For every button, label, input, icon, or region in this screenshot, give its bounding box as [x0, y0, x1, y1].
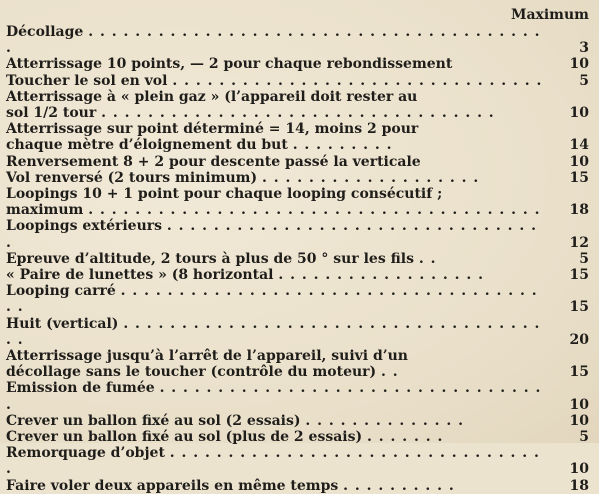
table-row [6, 348, 589, 380]
table-row [6, 186, 589, 218]
leader-dots: . . . . . . . . . . . . . . . . . . . . . . . . . . . . . . . . . . . . . . [6, 315, 547, 348]
table-row [6, 121, 589, 153]
row-label [6, 186, 553, 218]
table-row [6, 89, 589, 121]
row-label-text: Epreuve d’altitude, 2 tours à plus de 50 ° sur les fils [6, 250, 414, 267]
row-label-text: Remorquage d’objet [6, 445, 165, 462]
row-label [6, 380, 553, 412]
leader-dots: . . . . . . . . . . . . . . . . . . . [261, 169, 480, 186]
row-label-text: Crever un ballon fixé au sol (plus de 2 essais) [6, 429, 363, 446]
table-row [6, 445, 589, 477]
leader-dots: . . . . . . . . . . . . . . . . . . . . . . . . . . . . . . . . [172, 72, 543, 89]
row-label-text: Emission de fumée [6, 380, 155, 397]
row-points-value: 15 [569, 267, 589, 284]
table-row [6, 56, 589, 72]
row-label-text: Atterrissage sur point déterminé = 14, moins 2 pour chaque mètre d’éloignement du but [6, 121, 419, 154]
row-label-text: Renversement 8 + 2 pour descente passé la verticale [6, 153, 421, 170]
row-label-text: Atterrissage 10 points, — 2 pour chaque rebondissement [6, 56, 453, 73]
row-label-text: Loopings 10 + 1 point pour chaque looping consécutif ; maximum [6, 186, 443, 219]
row-points-value: 5 [579, 429, 589, 446]
table-row [6, 251, 589, 267]
row-label [6, 73, 553, 89]
row-points-value: 18 [569, 477, 589, 494]
table-row [6, 267, 589, 283]
row-label-text: « Paire de lunettes » (8 horizontal [6, 267, 274, 284]
row-label [6, 445, 553, 477]
table-row [6, 154, 589, 170]
row-points-value: 5 [579, 72, 589, 89]
row-points-value: 15 [569, 364, 589, 381]
row-label [6, 218, 553, 250]
leader-dots: . . [381, 364, 399, 381]
row-label-text: Crever un ballon fixé au sol (2 essais) [6, 412, 301, 429]
row-label [6, 121, 553, 153]
row-label [6, 56, 553, 72]
leader-dots: . . . . . . . . . . . . . . . . . . . . . . . . . . . . . . . . . [6, 218, 543, 251]
row-label [6, 154, 553, 170]
row-label-text: Looping carré [6, 283, 116, 300]
row-points-value: 10 [569, 396, 589, 413]
row-label [6, 316, 553, 348]
row-label [6, 89, 553, 121]
table-row [6, 413, 589, 429]
row-points-value: 20 [569, 331, 589, 348]
row-label [6, 251, 553, 267]
leader-dots: . . . . . . . [366, 429, 444, 446]
row-points-value: 10 [569, 153, 589, 170]
table-row [6, 24, 589, 56]
row-points-value: 10 [569, 105, 589, 122]
row-label [6, 267, 553, 283]
row-label-text: Atterrissage jusqu’à l’arrêt de l’appareil, suivi d’un décollage sans le toucher (contrôle du moteur) [6, 348, 408, 381]
table-row [6, 73, 589, 89]
leader-dots: . . . . . . . . . . . . . . . . . . [278, 267, 484, 284]
row-label [6, 24, 553, 56]
row-label [6, 170, 553, 186]
row-label-text: Faire voler deux appareils en même temps [6, 477, 339, 494]
row-points-value: 15 [569, 299, 589, 316]
row-label [6, 283, 553, 315]
table-row [6, 380, 589, 412]
table-row [6, 170, 589, 186]
row-points-value: 3 [579, 40, 589, 57]
leader-dots: . . . . . . . . . . . . . . . . . . . . . . . . . . . . . . . . . . . . . . [6, 283, 544, 316]
leader-dots: . . . . . . . . . . . . . . . . . . . . . . . . . . . . . . . . . . [101, 105, 495, 122]
leader-dots: . . . . . . . . . . . . . . . . . . . . . . . . . . . . . . . . . [6, 445, 546, 478]
row-points-value: 14 [569, 137, 589, 154]
table-row [6, 283, 589, 315]
leader-dots: . . . . . . . . . . . . . . [305, 412, 464, 429]
leader-dots: . . . . . . . . . . . . . . . . . . . . . . . . . . . . . . . . . . [6, 380, 548, 413]
row-label [6, 348, 553, 380]
row-points-value: 10 [569, 461, 589, 478]
column-header: Maximum [510, 7, 589, 23]
row-label-text: Vol renversé (2 tours minimum) [6, 169, 258, 186]
row-label-text: Loopings extérieurs [6, 218, 163, 235]
row-label [6, 413, 553, 429]
row-points-value: 15 [569, 169, 589, 186]
leader-dots: . . . . . . . . . . . . . . . . . . . . . . . . . . . . . . . . . . . . . . . [88, 202, 541, 219]
row-label-text: Atterrissage à « plein gaz » (l’appareil doit rester au sol 1/2 tour [6, 88, 418, 122]
row-label-text: Toucher le sol en vol [6, 72, 168, 89]
row-label-text: Huit (vertical) [6, 315, 119, 332]
table-row [6, 478, 589, 494]
table-row [6, 218, 589, 250]
scoring-table [6, 24, 589, 494]
row-points-value: 10 [569, 412, 589, 429]
leader-dots: . . . . . . . . . . . . . . . . . . . . . . . . . . . . . . . . . . . . . . . . [6, 24, 547, 57]
row-points-value: 12 [569, 234, 589, 251]
row-label-text: Décollage [6, 24, 84, 40]
table-row [6, 316, 589, 348]
row-label [6, 478, 553, 494]
row-points-value: 18 [569, 202, 589, 219]
row-points-value: 5 [579, 250, 589, 267]
row-points-value: 10 [569, 56, 589, 73]
leader-dots: . . [418, 250, 437, 267]
leader-dots: . . . . . . . . . [292, 137, 393, 154]
leader-dots: . . . . . . . . . . [343, 477, 455, 494]
